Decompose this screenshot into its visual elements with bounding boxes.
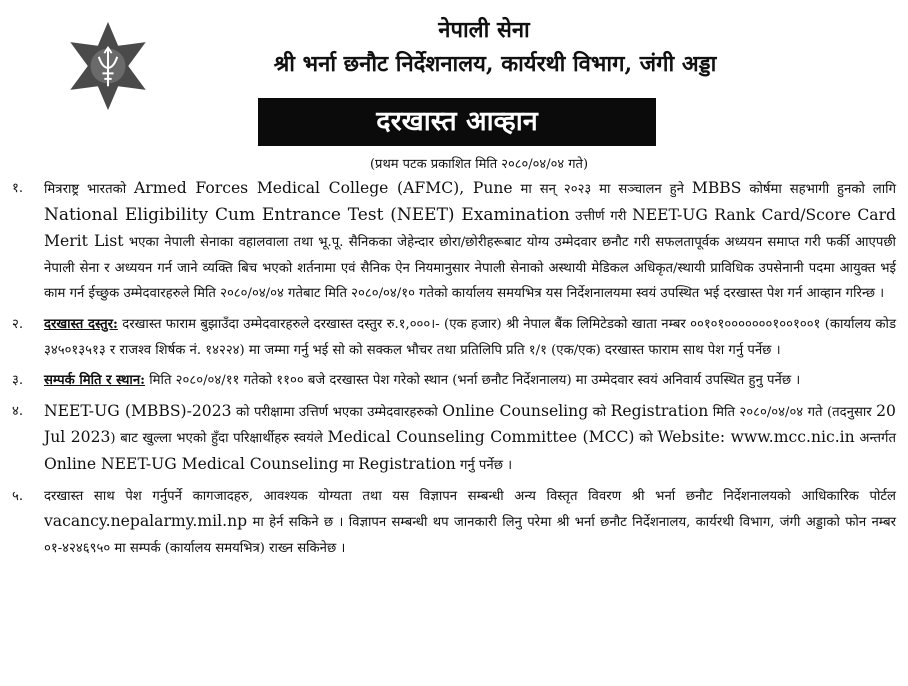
item-text: मा हेर्न सकिने छ । विज्ञापन सम्बन्धी थप जानकारी लिनु परेमा श्री भर्ना छनौट निर्देशनालय, कार्यरथी विभाग, जंगी अड्डाको फोन नम्बर ०१-४२४६९५० मा सम्पर्क (कार्यालय समयभित्र) राख्न सकिनेछ । <box>44 515 896 556</box>
item-text: Medical Counseling Committee (MCC) <box>327 428 635 447</box>
item-text: Registration <box>610 401 709 420</box>
item-text: उत्तीर्ण गरी <box>569 208 633 224</box>
item-text: मिति २०८०/०४/११ गतेको ११०० बजे दरखास्त पेश गरेको स्थान (भर्ना छनौट निर्देशनालय) मा उम्मेदवार स्वयं अनिवार्य उपस्थित हुनु पर्नेछ । <box>145 373 801 389</box>
item-text: मिति २०८०/०४/०४ गते (तदनुसार <box>708 404 877 420</box>
item-label: सम्पर्क मिति र स्थान: <box>44 373 146 389</box>
item-text: को परीक्षामा उत्तिर्ण भएका उम्मेदवारहरुको <box>231 404 443 420</box>
item-text: गर्नु पर्नेछ । <box>455 457 513 473</box>
item-text: मित्रराष्ट्र भारतको <box>44 182 135 197</box>
item-number: ४. <box>12 403 24 419</box>
item-text: भएका नेपाली सेनाका वहालवाला तथा भू.पू. सैनिकका जेहेन्दार छोरा/छोरीहरूबाट योग्य उम्मेदवार छनौट गरी सफलतापूर्वक अध्ययन समाप्त गरी फर्की आएपछी नेपाली सेना र अध्ययन गर्न जाने व्यक्ति बिच भएको शर्तनामा एवं सैनिक ऐन नियमानुसार नेपाली सेनाको अस्थायी मेडिकल अधिकृत/स्थायी प्राविधिक उपसेनानी पदमा आयुक्त भई काम गर्न ईच्छुक उम्मेदवारहरुले मिति २०८०/०४/०४ गतेबाट मिति २०८०/०४/१० गतेको कार्यालय समयभित्र यस निर्देशनालयमा स्वयं उपस्थित भई दरखास्त पेश गर्न आव्हान गरिन्छ । <box>44 235 896 302</box>
item-label: दरखास्त दस्तुर: <box>44 316 118 332</box>
item-text: कोर्षमा सहभागी हुनको लागि <box>741 182 896 197</box>
item-text: को <box>634 431 658 447</box>
notice-item-1 <box>10 176 896 307</box>
item-text: मा सन् २०२३ मा सञ्चालन हुने <box>512 182 692 197</box>
item-text: Armed Forces Medical College (AFMC), Pune <box>134 179 513 197</box>
item-number: ३. <box>12 373 24 389</box>
item-text: अन्तर्गत <box>854 431 896 447</box>
notice-item-3 <box>10 368 896 394</box>
notice-list <box>10 176 896 566</box>
publication-date: (प्रथम पटक प्रकाशित मिति २०८०/०४/०४ गते) <box>369 157 589 172</box>
directorate-name: श्री भर्ना छनौट निर्देशनालय, कार्यरथी विभाग, जंगी अड्डा <box>273 51 717 77</box>
item-text: NEET-UG Rank Card/Score Card Merit List <box>44 205 897 251</box>
item-text: 20 Jul 2023 <box>44 401 896 447</box>
website-link[interactable]: Website: www.mcc.nic.in <box>657 428 855 447</box>
item-text: को <box>588 404 611 420</box>
item-text: MBBS <box>691 179 742 197</box>
item-text: दरखास्त साथ पेश गर्नुपर्ने कागजादहरु, आवश्यक योग्यता तथा यस विज्ञापन सम्बन्धी अन्य विस्तृत विवरण श्री भर्ना छनौट निर्देशनालयको आधिकारिक पोर्टल <box>44 488 896 504</box>
item-text: NEET-UG (MBBS)-2023 <box>44 401 232 420</box>
item-text: Online NEET-UG Medical Counseling <box>44 454 339 473</box>
item-text: National Eligibility Cum Entrance Test (NEET) Examination <box>44 204 570 225</box>
item-text: दरखास्त फाराम बुझाउँदा उम्मेदवारहरुले दरखास्त दस्तुर रु.१,०००।- (एक हजार) श्री नेपाल बैंक लिमिटेडको खाता नम्बर ००१०१०००००००१००१००१ (कार्यालय कोड ३४५०१३५१३ र राजश्व शिर्षक नं. १४२२४) मा जम्मा गर्नु भई सो को सक्कल भौचर तथा प्रतिलिपि प्रति १/१ (एक/एक) दरखास्त फाराम साथ पेश गर्नु पर्नेछ । <box>44 316 896 358</box>
item-text: मा <box>338 457 359 473</box>
notice-title-banner: दरखास्त आव्हान <box>258 98 656 146</box>
organization-name: नेपाली सेना <box>438 17 530 43</box>
portal-link[interactable]: vacancy.nepalarmy.mil.np <box>44 512 248 531</box>
item-number: १. <box>12 181 24 196</box>
item-number: २. <box>12 316 24 332</box>
item-number: ५. <box>12 488 24 504</box>
notice-item-4 <box>10 399 896 479</box>
item-text: Online Counseling <box>442 401 589 420</box>
notice-item-5 <box>10 484 896 562</box>
item-text: ) बाट खुल्ला भएको हुँदा परिक्षार्थीहरु स्वयंले <box>110 431 328 447</box>
notice-item-2 <box>10 312 896 363</box>
item-text: Registration <box>358 454 456 473</box>
